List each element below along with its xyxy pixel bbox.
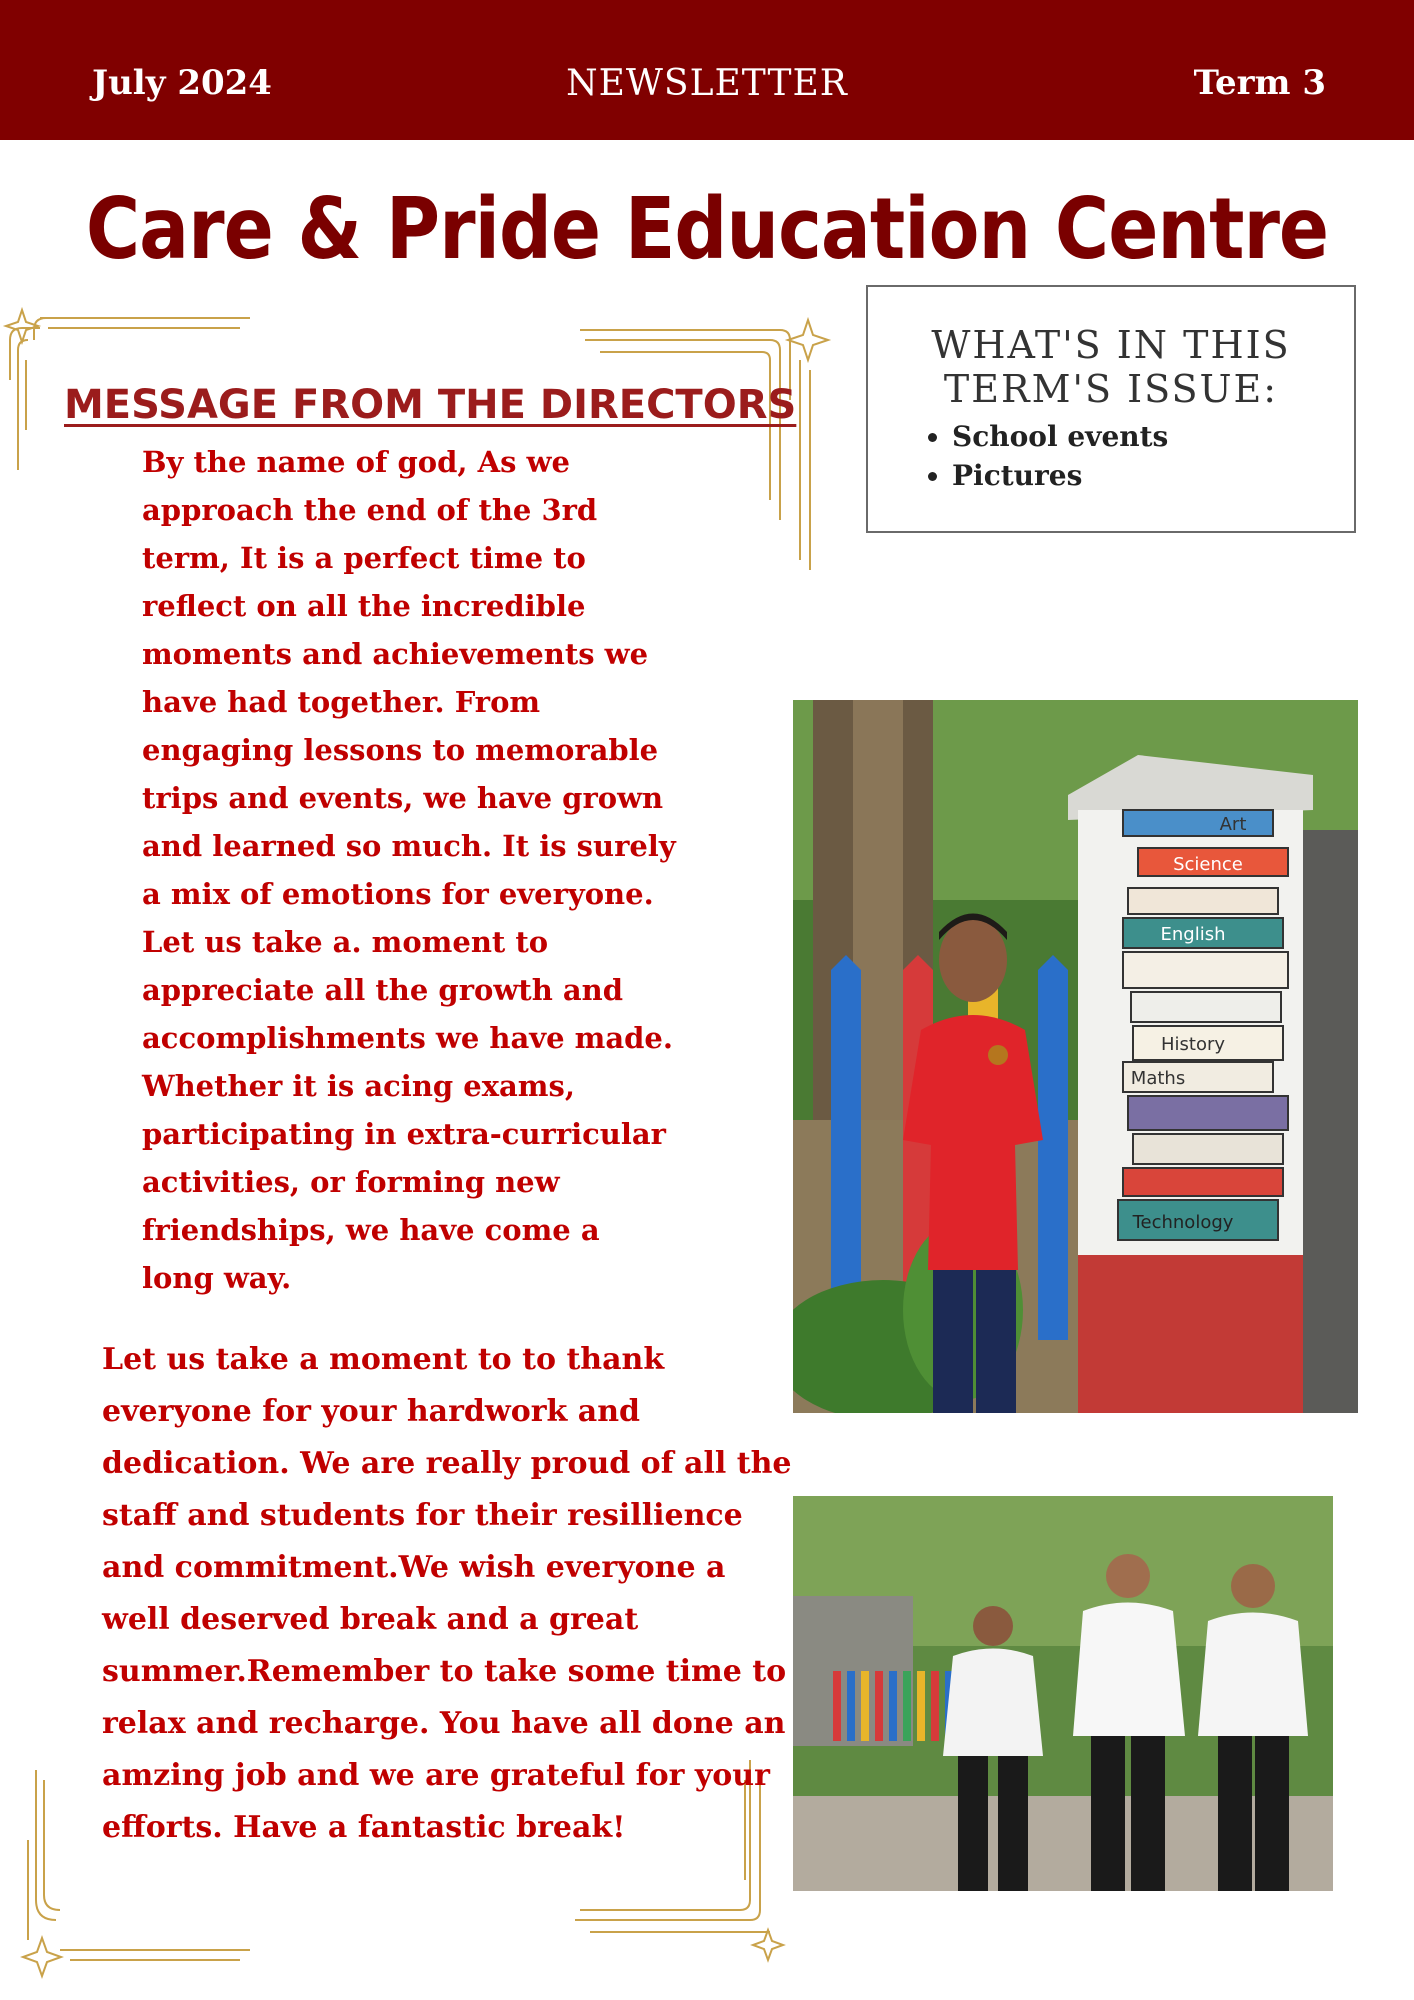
issue-date: July 2024 — [92, 63, 272, 103]
student-pillar-photo — [793, 700, 1358, 1413]
message-line: By the name of god, As we — [142, 445, 570, 479]
message-line: activities, or forming new — [142, 1165, 560, 1199]
message-line: long way. — [142, 1261, 292, 1295]
three-students-illustration — [793, 1496, 1333, 1891]
contents-title-line-1: WHAT'S IN THIS — [931, 323, 1291, 367]
school-name: Care & Pride Education Centre — [85, 180, 1329, 279]
message-line: engaging lessons to memorable — [142, 733, 659, 767]
header-bar — [0, 0, 1414, 140]
message-line: appreciate all the growth and — [142, 973, 624, 1007]
book-label: Science — [1173, 854, 1243, 875]
message-line: approach the end of the 3rd — [142, 493, 598, 527]
newsletter-title: NEWSLETTER — [566, 63, 848, 104]
message-line: Let us take a. moment to — [142, 925, 549, 959]
book-label: History — [1160, 1034, 1226, 1055]
book-label: Maths — [1130, 1068, 1186, 1089]
three-students-photo — [793, 1496, 1333, 1891]
message-line: Let us take a moment to to thank — [102, 1342, 665, 1377]
contents-title-line-2: TERM'S ISSUE: — [943, 367, 1279, 411]
term-label: Term 3 — [1193, 63, 1326, 103]
message-line: Whether it is acing exams, — [142, 1069, 575, 1103]
book-label: Technology — [1132, 1212, 1234, 1233]
book-label: Art — [1219, 814, 1247, 835]
message-line: dedication. We are really proud of all the — [102, 1446, 792, 1481]
issue-contents-box — [866, 285, 1356, 533]
message-line: amzing job and we are grateful for your — [102, 1758, 770, 1793]
contents-item: • School events — [952, 417, 1168, 456]
message-line: a mix of emotions for everyone. — [142, 877, 654, 911]
message-line: efforts. Have a fantastic break! — [102, 1810, 626, 1845]
message-line: participating in extra-curricular — [142, 1117, 666, 1151]
message-line: term, It is a perfect time to — [142, 541, 586, 575]
message-line: moments and achievements we — [142, 637, 649, 671]
directors-message-heading: MESSAGE FROM THE DIRECTORS — [64, 382, 797, 428]
message-line: summer.Remember to take some time to — [102, 1654, 787, 1689]
message-line: trips and events, we have grown — [142, 781, 664, 815]
book-label: English — [1160, 924, 1226, 945]
contents-item: • Pictures — [952, 456, 1168, 495]
directors-message-paragraph-2 — [102, 1334, 792, 1854]
directors-message-paragraph-1 — [142, 438, 702, 1302]
message-line: friendships, we have come a — [142, 1213, 600, 1247]
message-line: have had together. From — [142, 685, 541, 719]
message-line: well deserved break and a great — [102, 1602, 639, 1637]
message-line: relax and recharge. You have all done an — [102, 1706, 786, 1741]
message-line: and commitment.We wish everyone a — [102, 1550, 726, 1585]
contents-title — [868, 323, 1354, 411]
message-line: staff and students for their resillience — [102, 1498, 743, 1533]
contents-list — [912, 417, 1168, 495]
message-line: everyone for your hardwork and — [102, 1394, 640, 1429]
message-line: accomplishments we have made. — [142, 1021, 673, 1055]
message-line: reflect on all the incredible — [142, 589, 586, 623]
message-line: and learned so much. It is surely — [142, 829, 676, 863]
student-pillar-illustration — [793, 700, 1358, 1413]
